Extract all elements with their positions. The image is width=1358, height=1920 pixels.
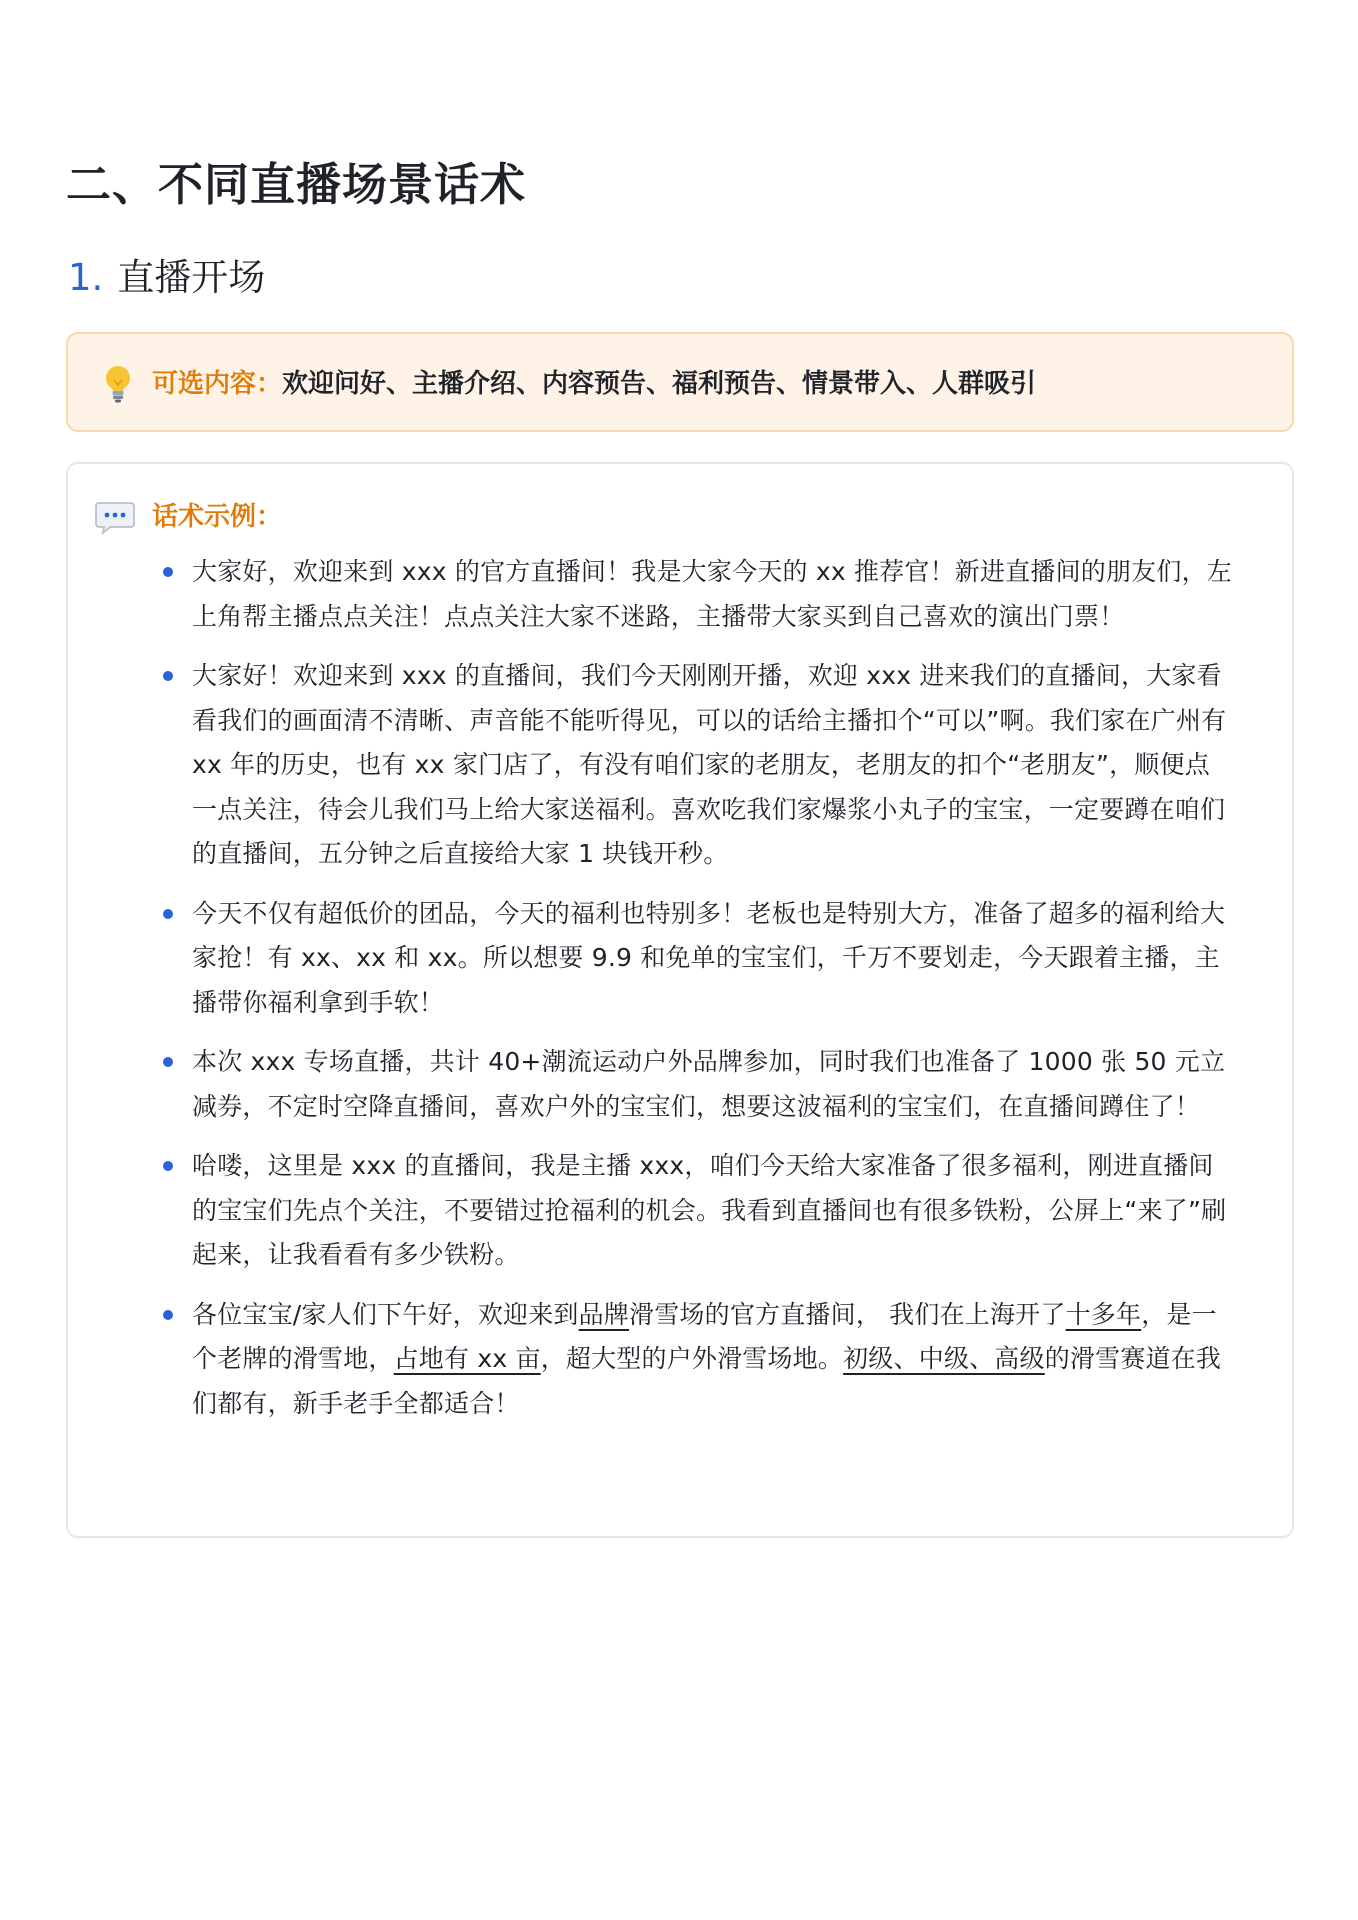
text-segment: ，是一个老牌的滑雪地， [192, 1299, 1217, 1373]
bullet-dot [163, 909, 173, 919]
list-item [68, 1040, 1232, 1129]
tip-callout [66, 332, 1294, 432]
subsection-number: 1. [68, 256, 104, 299]
list-item-text [192, 1300, 1221, 1418]
underlined-text: 十多年 [1065, 1299, 1142, 1329]
list-item-text: 今天不仅有超低价的团品，今天的福利也特别多！老板也是特别大方，准备了超多的福利给大家抢！有 xx、xx 和 xx。所以想要 9.9 和免单的宝宝们，千万不要划走，今天跟着主播，主播带你福利拿到手软！ [192, 898, 1226, 1017]
tip-label: 可选内容： [152, 369, 283, 399]
list-item-text: 哈喽，这里是 xxx 的直播间，我是主播 xxx，咱们今天给大家准备了很多福利，刚进直播间的宝宝们先点个关注，不要错过抢福利的机会。我看到直播间也有很多铁粉，公屏上“来了”刷起来，让我看看有多少铁粉。 [192, 1151, 1227, 1269]
underlined-text: 占地有 xx 亩 [393, 1344, 541, 1373]
tip-body: 欢迎问好、主播介绍、内容预告、福利预告、情景带入、人群吸引 [282, 369, 1037, 399]
list-item [68, 1144, 1232, 1278]
bullet-dot [163, 567, 173, 577]
list-item [68, 892, 1232, 1026]
section-heading: 二、不同直播场景话术 [66, 158, 527, 211]
text-segment: 滑雪场的官方直播间， 我们在上海开了 [629, 1299, 1066, 1329]
speech-bubble-icon [94, 500, 136, 536]
list-item-text: 大家好，欢迎来到 xxx 的官方直播间！我是大家今天的 xx 推荐官！新进直播间的朋友们，左上角帮主播点点关注！点点关注大家不迷路，主播带大家买到自己喜欢的演出门票！ [192, 557, 1232, 631]
list-item [68, 1293, 1232, 1427]
example-label: 话术示例： [152, 502, 283, 532]
bullet-dot [163, 1310, 173, 1320]
text-segment: ，超大型的户外滑雪场地。 [540, 1344, 844, 1373]
text-segment: 的滑雪赛道在我们都有，新手老手全都适合！ [192, 1344, 1222, 1418]
list-item [68, 550, 1232, 639]
bullet-dot [163, 1057, 173, 1067]
bullet-dot [163, 671, 173, 681]
list-item-text: 本次 xxx 专场直播，共计 40+潮流运动户外品牌参加，同时我们也准备了 1000 张 50 元立减券，不定时空降直播间，喜欢户外的宝宝们，想要这波福利的宝宝们，在直播间蹲住了！ [192, 1047, 1226, 1121]
text-segment: 各位宝宝/家人们下午好，欢迎来到 [192, 1299, 579, 1329]
lightbulb-icon [98, 363, 138, 405]
tip-text [152, 358, 1036, 410]
subsection-heading [68, 248, 265, 308]
subsection-title: 直播开场 [117, 256, 266, 299]
script-list [68, 550, 1292, 1441]
underlined-text: 初级、中级、高级 [843, 1344, 1045, 1373]
list-item [68, 654, 1232, 877]
underlined-text: 品牌 [578, 1299, 630, 1329]
bullet-dot [163, 1161, 173, 1171]
list-item-text: 大家好！欢迎来到 xxx 的直播间，我们今天刚刚开播，欢迎 xxx 进来我们的直播间，大家看看我们的画面清不清晰、声音能不能听得见，可以的话给主播扣个“可以”啊。我们家在广州有 xx 年的历史，也有 xx 家门店了，有没有咱们家的老朋友，老朋友的扣个“老朋友”，顺便点一点关注，待会儿我们马上给大家送福利。喜欢吃我们家爆浆小丸子的宝宝，一定要蹲在咱们的直播间，五分钟之后直接给大家 1 块钱开秒。 [192, 661, 1227, 868]
example-callout [66, 462, 1294, 1538]
